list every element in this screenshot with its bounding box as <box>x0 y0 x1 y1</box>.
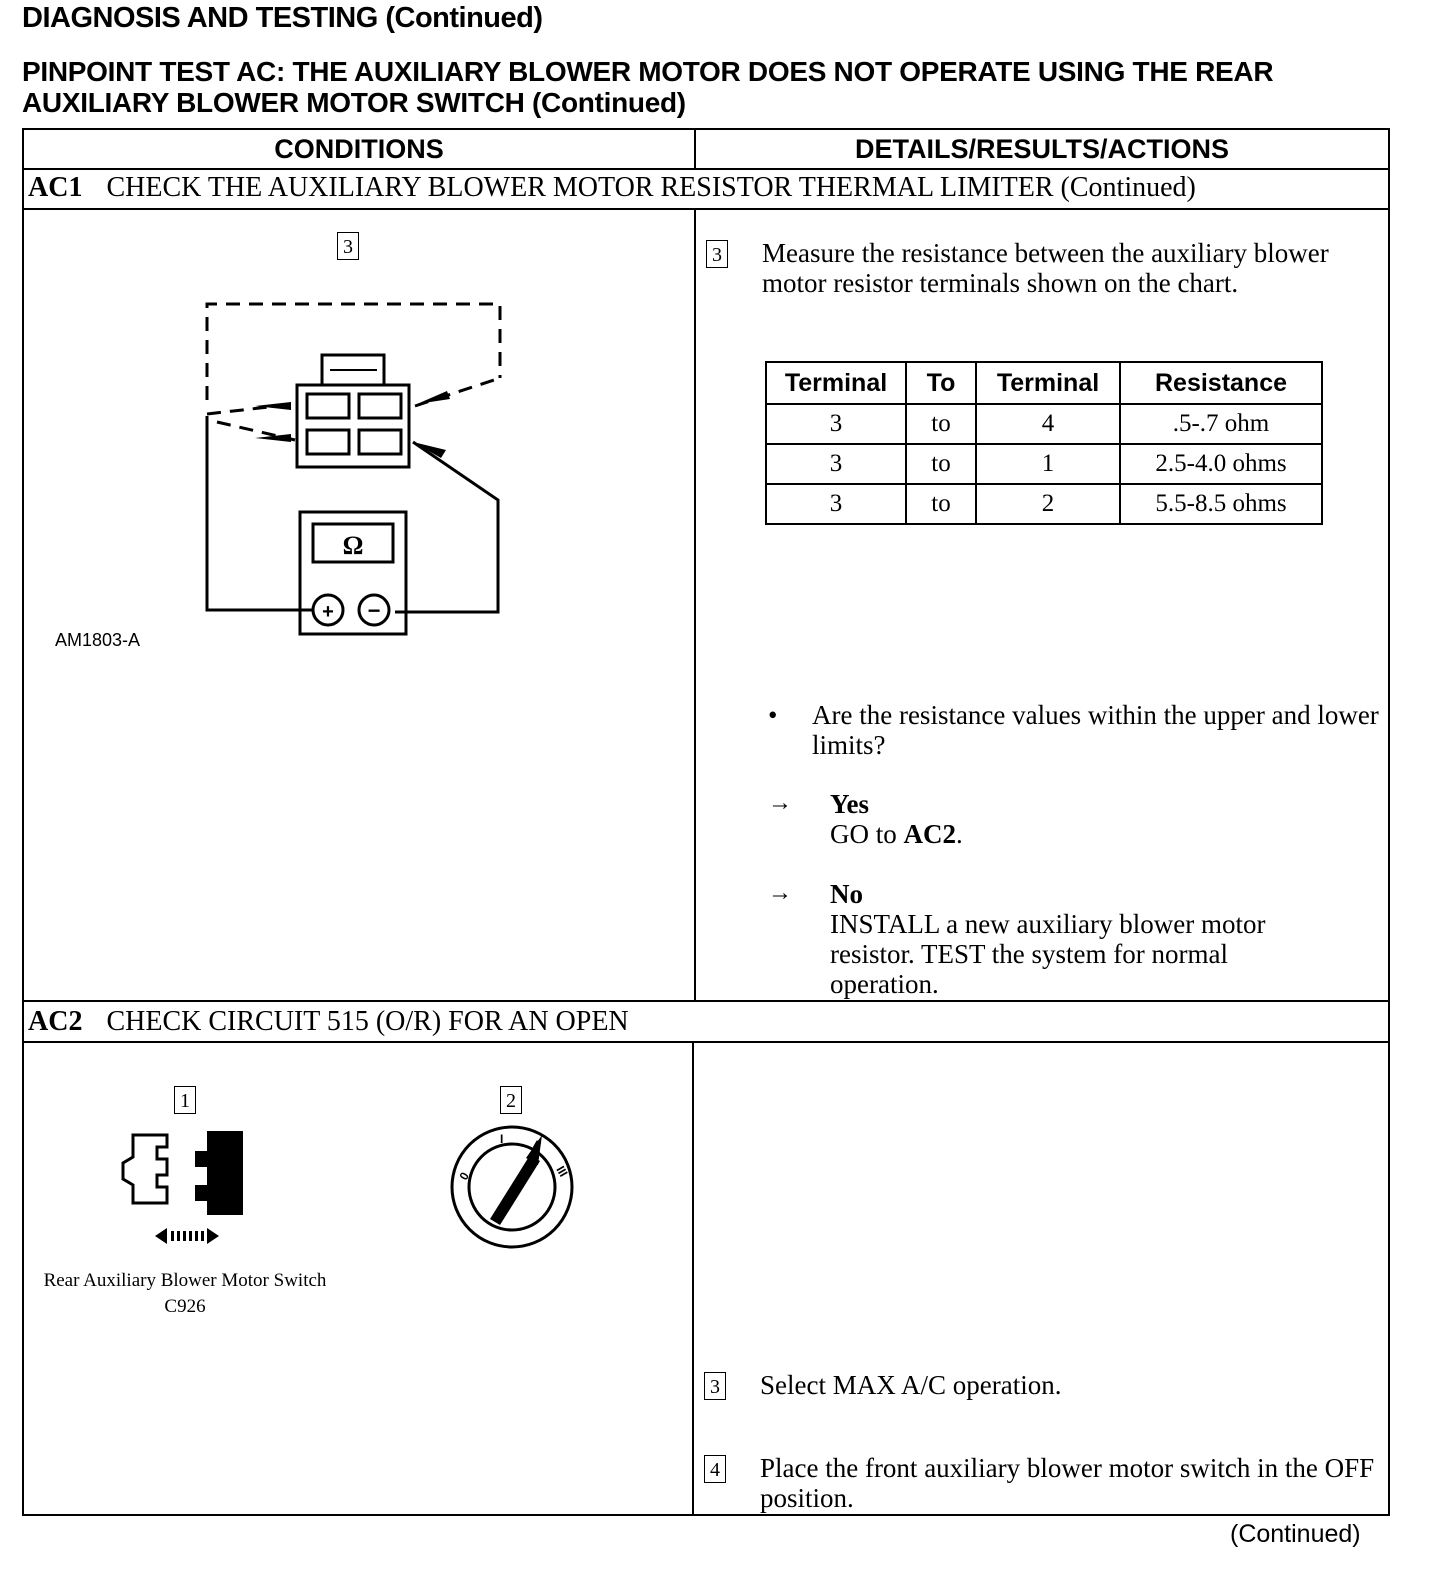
ac2-step-3-text: Select MAX A/C operation. <box>760 1370 1062 1400</box>
yes-arrow-icon: → <box>768 790 792 816</box>
yes-label: Yes <box>830 789 869 819</box>
connector-half-open <box>123 1135 167 1203</box>
ac1-figure-step-number: 3 <box>337 232 359 260</box>
ac2-column-divider <box>692 1041 694 1516</box>
yes-action-target: AC2 <box>903 819 956 849</box>
ac2-heading <box>28 1006 629 1038</box>
ohmmeter-connector-diagram <box>195 290 515 650</box>
table-row: 3 to 2 5.5-8.5 ohms <box>766 484 1322 524</box>
col-terminal-from: Terminal <box>766 362 906 404</box>
ignition-switch-diagram <box>446 1125 580 1259</box>
details-header: DETAILS/RESULTS/ACTIONS <box>854 134 1229 164</box>
position-ii: II <box>530 1137 544 1153</box>
minus-label: − <box>367 598 381 623</box>
table-row: 3 to 1 2.5-4.0 ohms <box>766 444 1322 484</box>
position-iii: III <box>553 1163 571 1180</box>
no-arrow-icon: → <box>768 880 792 906</box>
ac2-step-4-text: Place the front auxiliary blower motor switch in the OFF position. <box>760 1453 1375 1513</box>
position-i: I <box>500 1132 504 1146</box>
conditions-header: CONDITIONS <box>274 134 444 164</box>
ac2-figure2-step-number: 2 <box>500 1086 522 1114</box>
ac2-top-rule <box>22 1000 1390 1002</box>
col-resistance: Resistance <box>1120 362 1322 404</box>
ac2-figure1-step-number: 1 <box>174 1086 196 1114</box>
plus-label: + <box>322 601 334 623</box>
ac2-heading-rule <box>22 1041 1390 1043</box>
position-0: 0 <box>456 1169 472 1183</box>
col-to: To <box>906 362 976 404</box>
page-title: DIAGNOSIS AND TESTING (Continued) <box>22 2 543 34</box>
question-bullet: • <box>768 700 778 730</box>
no-result <box>830 879 1370 999</box>
footer-continued: (Continued) <box>1230 1520 1361 1548</box>
ac2-title: CHECK CIRCUIT 515 (O/R) FOR AN OPEN <box>106 1006 629 1037</box>
col-terminal-to: Terminal <box>976 362 1120 404</box>
question-text: Are the resistance values within the upper and lower limits? <box>812 700 1379 760</box>
connector-disconnect-diagram <box>115 1125 255 1250</box>
yes-action: GO to AC2. <box>830 819 963 849</box>
ac2-code: AC2 <box>28 1006 83 1037</box>
ac1-step-text: Measure the resistance between the auxiliary blower motor resistor terminals shown on the chart. <box>762 238 1329 298</box>
ac2-step-4-number: 4 <box>704 1455 726 1483</box>
ac1-code: AC1 <box>28 172 83 203</box>
ac1-heading <box>28 172 1196 204</box>
double-arrow-icon <box>155 1228 219 1244</box>
ac2-step-3-number: 3 <box>704 1372 726 1400</box>
ac1-step-number: 3 <box>706 240 728 268</box>
test-title: PINPOINT TEST AC: THE AUXILIARY BLOWER MOTOR DOES NOT OPERATE USING THE REAR AUXILIARY BLOWER MOTOR SWITCH (Continued) <box>22 56 1274 118</box>
switch-caption: Rear Auxiliary Blower Motor Switch C926 <box>43 1270 327 1317</box>
table-row: 3 to 4 .5-.7 ohm <box>766 404 1322 444</box>
ohm-symbol: Ω <box>342 531 364 560</box>
key-pointer <box>490 1155 540 1225</box>
ac1-heading-rule <box>22 208 1390 210</box>
connector-half-solid <box>195 1131 243 1215</box>
no-action: INSTALL a new auxiliary blower motor resistor. TEST the system for normal operation. <box>830 909 1266 999</box>
resistance-table <box>765 361 1323 525</box>
ac1-column-divider <box>694 208 696 1000</box>
figure-label: AM1803-A <box>55 630 141 650</box>
yes-result <box>830 789 1370 849</box>
column-header-rule <box>22 168 1390 170</box>
ac1-title: CHECK THE AUXILIARY BLOWER MOTOR RESISTOR THERMAL LIMITER (Continued) <box>106 172 1196 203</box>
no-label: No <box>830 879 863 909</box>
